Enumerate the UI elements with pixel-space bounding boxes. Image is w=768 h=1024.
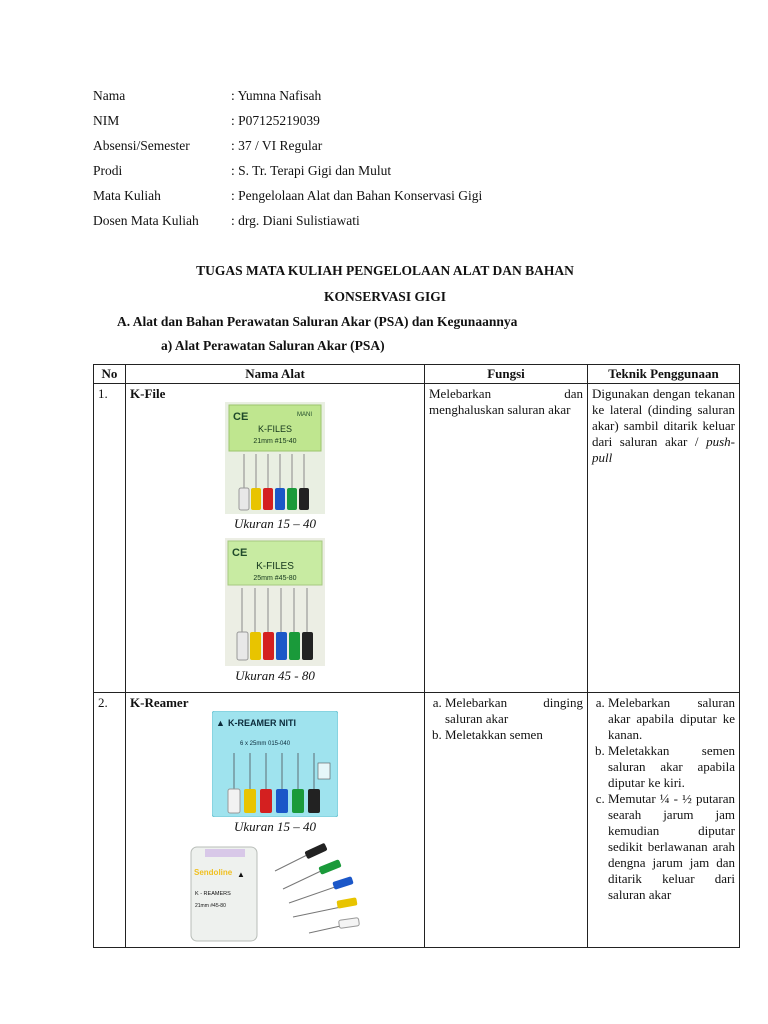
k-reamer-image-box bbox=[212, 711, 338, 817]
k-file-image-45-80 bbox=[225, 538, 325, 666]
document-title-line2: KONSERVASI GIGI bbox=[324, 289, 446, 304]
info-row-dosen bbox=[93, 211, 482, 236]
brand-text: Sendoline bbox=[194, 868, 233, 877]
tool-image-group bbox=[130, 711, 420, 945]
function-cell: Melebarkan dan menghaluskan saluran akar bbox=[425, 384, 588, 693]
technique-cell bbox=[588, 384, 740, 693]
info-label: NIM bbox=[93, 113, 120, 128]
package-label: K-FILES bbox=[257, 424, 293, 434]
document-title-line1: TUGAS MATA KULIAH PENGELOLAAN ALAT DAN BAHAN bbox=[196, 263, 574, 278]
tool-name: K-File bbox=[130, 386, 166, 401]
package-size: 6 x 25mm 015-040 bbox=[240, 741, 291, 747]
info-label: Nama bbox=[93, 88, 126, 103]
package-label: K - REAMERS bbox=[195, 891, 231, 897]
package-size: 21mm #15-40 bbox=[253, 438, 297, 445]
info-value: : Pengelolaan Alat dan Bahan Konservasi Gigi bbox=[231, 188, 483, 203]
function-cell bbox=[425, 693, 588, 948]
header-function: Fungsi bbox=[425, 365, 588, 384]
header-technique: Teknik Penggunaan bbox=[588, 365, 740, 384]
row-number: 2. bbox=[94, 693, 126, 948]
brand-text: MANI bbox=[297, 412, 312, 418]
image-caption: Ukuran 45 - 80 bbox=[235, 668, 315, 683]
info-value: : 37 / VI Regular bbox=[231, 138, 323, 153]
tool-image-group bbox=[130, 402, 420, 690]
package-label: K-FILES bbox=[256, 561, 294, 572]
info-value: : P07125219039 bbox=[231, 113, 320, 128]
section-heading-a: A. Alat dan Bahan Perawatan Saluran Akar (PSA) dan Kegunaannya bbox=[117, 314, 518, 329]
svg-text:▲: ▲ bbox=[237, 870, 245, 879]
row-number: 1. bbox=[94, 384, 126, 693]
info-label: Mata Kuliah bbox=[93, 188, 161, 203]
info-row-mata-kuliah bbox=[93, 186, 482, 211]
header-name: Nama Alat bbox=[126, 365, 425, 384]
list-item: c. Memutar ¼ - ½ putaran searah jarum jam kemudian diputar sedikit berlawanan arah dengna jarum jam dan ditarik keluar dari saluran akar bbox=[608, 791, 735, 903]
info-row-nama bbox=[93, 86, 482, 111]
k-reamer-image-sendoline bbox=[189, 841, 361, 945]
student-info bbox=[93, 86, 482, 236]
table-header-row bbox=[94, 365, 740, 384]
list-item: b. Meletakkan semen bbox=[445, 727, 583, 743]
info-label: Prodi bbox=[93, 163, 123, 178]
info-value: : drg. Diani Sulistiawati bbox=[231, 213, 360, 228]
image-caption: Ukuran 15 – 40 bbox=[234, 819, 316, 834]
header-no: No bbox=[94, 365, 126, 384]
svg-text:CE: CE bbox=[233, 411, 249, 423]
list-item: a. Melebarkan dinging saluran akar bbox=[445, 695, 583, 727]
info-label: Dosen Mata Kuliah bbox=[93, 213, 199, 228]
list-item: a. Melebarkan saluran akar apabila diputar ke kanan. bbox=[608, 695, 735, 743]
tools-table bbox=[93, 364, 740, 948]
tool-cell bbox=[126, 384, 425, 693]
k-file-image-15-40 bbox=[225, 402, 325, 514]
info-row-absensi bbox=[93, 136, 482, 161]
info-value: : Yumna Nafisah bbox=[231, 88, 322, 103]
table-row bbox=[94, 693, 740, 948]
info-value: : S. Tr. Terapi Gigi dan Mulut bbox=[231, 163, 392, 178]
technique-text: Digunakan dengan tekanan ke lateral (dinding saluran akar) sambil ditarik keluar dari saluran akar / bbox=[592, 386, 735, 449]
table-row bbox=[94, 384, 740, 693]
tool-cell bbox=[126, 693, 425, 948]
function-list bbox=[429, 695, 583, 743]
subsection-heading-a: a) Alat Perawatan Saluran Akar (PSA) bbox=[161, 338, 385, 353]
info-row-prodi bbox=[93, 161, 482, 186]
svg-text:CE: CE bbox=[232, 547, 248, 559]
package-size: 25mm #45-80 bbox=[253, 575, 297, 582]
package-size: 21mm #45-80 bbox=[195, 903, 226, 909]
technique-italic-term: push-pull bbox=[592, 434, 735, 465]
tool-name: K-Reamer bbox=[130, 695, 189, 710]
info-row-nim bbox=[93, 111, 482, 136]
technique-cell bbox=[588, 693, 740, 948]
image-caption: Ukuran 15 – 40 bbox=[234, 516, 316, 531]
technique-list bbox=[592, 695, 735, 903]
package-label: K-REAMER NITI bbox=[228, 718, 296, 728]
svg-text:▲: ▲ bbox=[216, 718, 225, 728]
list-item: b. Meletakkan semen saluran akar apabila diputar ke kiri. bbox=[608, 743, 735, 791]
info-label: Absensi/Semester bbox=[93, 138, 190, 153]
